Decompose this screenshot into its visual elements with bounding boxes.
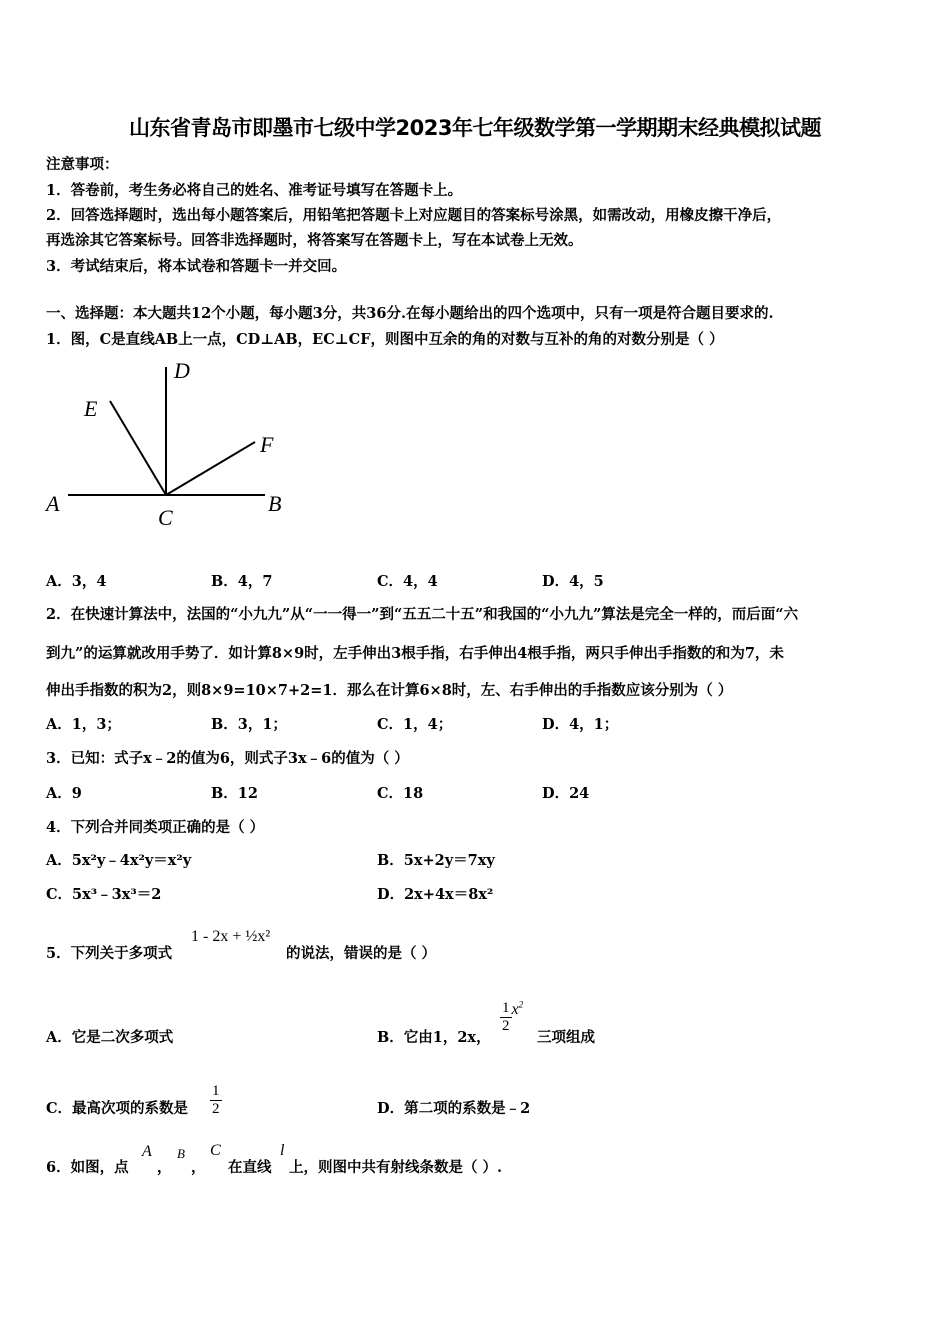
question-5-option-b-fraction: $\frac{1}{2}$ $x^2$ <box>502 1000 524 1034</box>
question-6-sep-1: ， <box>157 1159 172 1176</box>
notes-heading: 注意事项： <box>46 156 119 173</box>
question-1-option-d: D．4，5 <box>542 573 604 590</box>
question-6-stem-1: 6．如图，点 <box>46 1159 129 1176</box>
question-1-option-a: A．3，4 <box>46 573 107 590</box>
point-a: A <box>142 1143 152 1160</box>
point-label-b: B <box>268 491 282 516</box>
question-5-option-d: D．第二项的系数是﹣2 <box>377 1100 531 1117</box>
question-4-option-c: C．5x³﹣3x³＝2 <box>46 886 162 903</box>
line-l: l <box>280 1142 285 1159</box>
question-5-option-b-before: B．它由1，2x， <box>377 1029 491 1046</box>
question-3-option-a: A．9 <box>46 785 82 802</box>
question-4-option-d: D．2x+4x＝8x² <box>377 886 494 903</box>
question-5-polynomial: 1 - 2x + ½x² <box>191 928 271 945</box>
point-c: C <box>210 1142 221 1159</box>
fraction-denominator: 2 <box>502 1018 510 1034</box>
question-5-option-a: A．它是二次多项式 <box>46 1029 174 1046</box>
question-6-stem-3: 上，则图中共有射线条数是（ ）. <box>289 1159 503 1176</box>
point-b: B <box>177 1146 185 1161</box>
question-3-option-c: C．18 <box>377 785 424 802</box>
page-title: 山东省青岛市即墨市七级中学2023年七年级数学第一学期期末经典模拟试题 <box>129 116 821 140</box>
question-5-stem-after: 的说法，错误的是（ ） <box>286 945 437 962</box>
question-2-line-3: 伸出手指数的积为2，则8×9=10×7+2=1．那么在计算6×8时，左、右手伸出的手指数应该分别为（ ） <box>46 682 733 699</box>
question-1-option-b: B．4，7 <box>211 573 273 590</box>
fraction-numerator: 1 <box>212 1083 220 1099</box>
question-4-option-a: A．5x²y﹣4x²y＝x²y <box>46 852 192 869</box>
question-5-option-b-after: 三项组成 <box>537 1029 595 1046</box>
question-3-option-d: D．24 <box>542 785 590 802</box>
question-5-option-c: C．最高次项的系数是 <box>46 1100 189 1117</box>
question-2-option-c: C．1，4； <box>377 716 453 733</box>
question-2-option-a: A．1，3； <box>46 716 121 733</box>
ray-ce <box>110 401 166 495</box>
notes-item-3: 3．考试结束后，将本试卷和答题卡一并交回。 <box>46 258 347 275</box>
point-label-a: A <box>46 491 60 516</box>
point-label-e: E <box>84 396 98 421</box>
question-6-sep-2: ， <box>191 1159 206 1176</box>
question-1-stem: 1．图，C是直线AB上一点，CD⊥AB，EC⊥CF，则图中互余的角的对数与互补的角的对数分别是（ ） <box>46 331 724 348</box>
question-2-line-1: 2．在快速计算法中，法国的“小九九”从“一一得一”到“五五二十五”和我国的“小九九”算法是完全一样的，而后面“六 <box>46 606 799 623</box>
question-1-option-c: C．4，4 <box>377 573 438 590</box>
question-6-stem-2: 在直线 <box>228 1159 272 1176</box>
notes-item-2a: 2．回答选择题时，选出每小题答案后，用铅笔把答题卡上对应题目的答案标号涂黑，如需改动，用橡皮擦干净后， <box>46 207 782 224</box>
question-4-stem: 4．下列合并同类项正确的是（ ） <box>46 819 265 836</box>
question-2-line-2: 到九”的运算就改用手势了．如计算8×9时，左手伸出3根手指，右手伸出4根手指，两只手伸出手指数的和为7，未 <box>46 645 784 662</box>
point-label-c: C <box>158 505 173 530</box>
notes-item-1: 1．答卷前，考生务必将自己的姓名、准考证号填写在答题卡上。 <box>46 182 463 199</box>
question-5-option-c-fraction <box>210 1083 222 1118</box>
question-2-option-b: B．3，1； <box>211 716 287 733</box>
question-2-option-d: D．4，1； <box>542 716 619 733</box>
question-4-option-b: B．5x+2y＝7xy <box>377 852 495 869</box>
question-3-option-b: B．12 <box>211 785 258 802</box>
ray-cf <box>166 442 255 495</box>
question-5-stem-before: 5．下列关于多项式 <box>46 945 173 962</box>
question-3-stem: 3．已知：式子x﹣2的值为6，则式子3x﹣6的值为（ ） <box>46 750 409 767</box>
fraction-numerator: 1 <box>502 1000 510 1016</box>
section-1-heading: 一、选择题：本大题共12个小题，每小题3分，共36分.在每小题给出的四个选项中，只有一项是符合题目要求的. <box>46 305 774 322</box>
point-label-d: D <box>174 358 190 383</box>
point-label-f: F <box>260 432 274 457</box>
fraction-denominator: 2 <box>212 1101 220 1117</box>
notes-item-2b: 再选涂其它答案标号。回答非选择题时，将答案写在答题卡上，写在本试卷上无效。 <box>46 232 583 249</box>
